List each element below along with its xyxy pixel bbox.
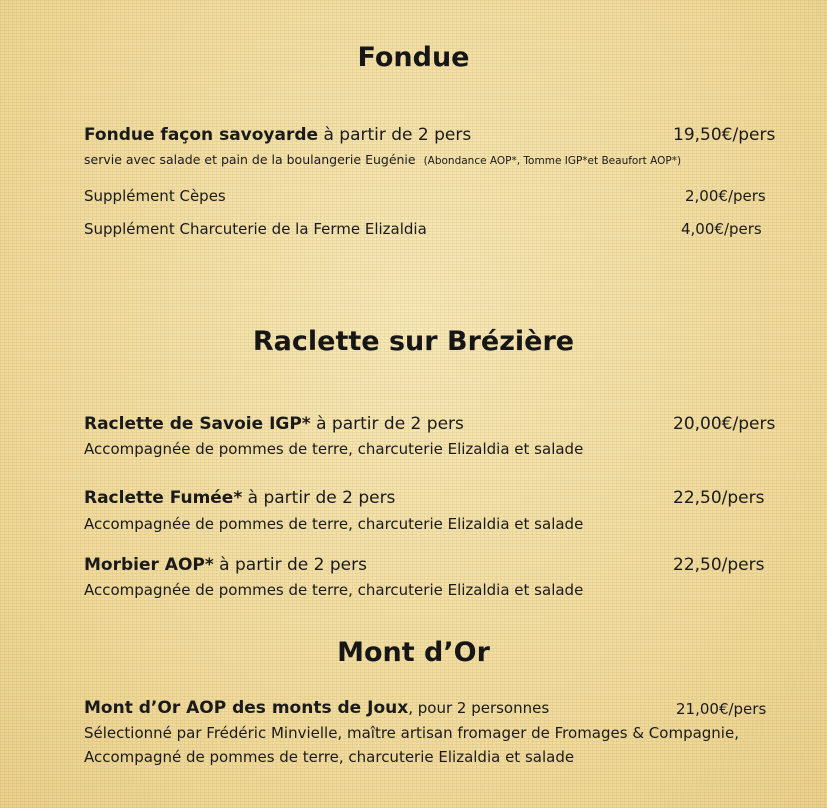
section-title-fondue: Fondue — [357, 42, 470, 73]
item-price: 20,00€/pers — [673, 414, 776, 434]
menu-item-fondue-savoyarde — [84, 125, 471, 145]
item-description: Accompagné de pommes de terre, charcuterie Elizaldia et salade — [84, 748, 575, 766]
menu-item-raclette-savoie — [84, 414, 464, 434]
item-price: 22,50/pers — [673, 555, 765, 575]
item-price: 21,00€/pers — [676, 700, 767, 718]
item-name: Raclette Fumée* — [84, 488, 243, 508]
menu-item-morbier — [84, 555, 367, 575]
supplement-label: Supplément Charcuterie de la Ferme Elizaldia — [84, 220, 427, 238]
item-qty: à partir de 2 pers — [318, 125, 472, 145]
item-desc-text: servie avec salade et pain de la boulangerie Eugénie — [84, 152, 416, 167]
item-name: Raclette de Savoie IGP* — [84, 414, 311, 434]
item-qty: à partir de 2 pers — [310, 414, 464, 434]
item-description: Accompagnée de pommes de terre, charcuterie Elizaldia et salade — [84, 440, 584, 458]
item-description: Accompagnée de pommes de terre, charcuterie Elizaldia et salade — [84, 581, 584, 599]
item-description — [84, 152, 681, 167]
menu-item-mont-dor — [84, 698, 549, 718]
item-description: Sélectionné par Frédéric Minvielle, maître artisan fromager de Fromages & Compagnie, — [84, 724, 739, 742]
section-title-mont-dor: Mont d’Or — [337, 637, 490, 668]
item-desc-note: (Abondance AOP*, Tomme IGP*et Beaufort AOP*) — [423, 155, 682, 167]
item-price: 22,50/pers — [673, 488, 765, 508]
supplement-price: 2,00€/pers — [685, 187, 766, 205]
item-qty: à partir de 2 pers — [242, 488, 396, 508]
menu-item-raclette-fumee — [84, 488, 395, 508]
item-price: 19,50€/pers — [673, 125, 776, 145]
item-name: Fondue façon savoyarde — [84, 125, 319, 145]
item-description: Accompagnée de pommes de terre, charcuterie Elizaldia et salade — [84, 515, 584, 533]
supplement-price: 4,00€/pers — [681, 220, 762, 238]
item-name: Mont d’Or AOP des monts de Joux — [84, 698, 409, 718]
item-qty: à partir de 2 pers — [213, 555, 367, 575]
supplement-label: Supplément Cèpes — [84, 187, 226, 205]
section-title-raclette: Raclette sur Brézière — [252, 326, 575, 357]
item-qty: , pour 2 personnes — [408, 699, 550, 717]
item-name: Morbier AOP* — [84, 555, 214, 575]
